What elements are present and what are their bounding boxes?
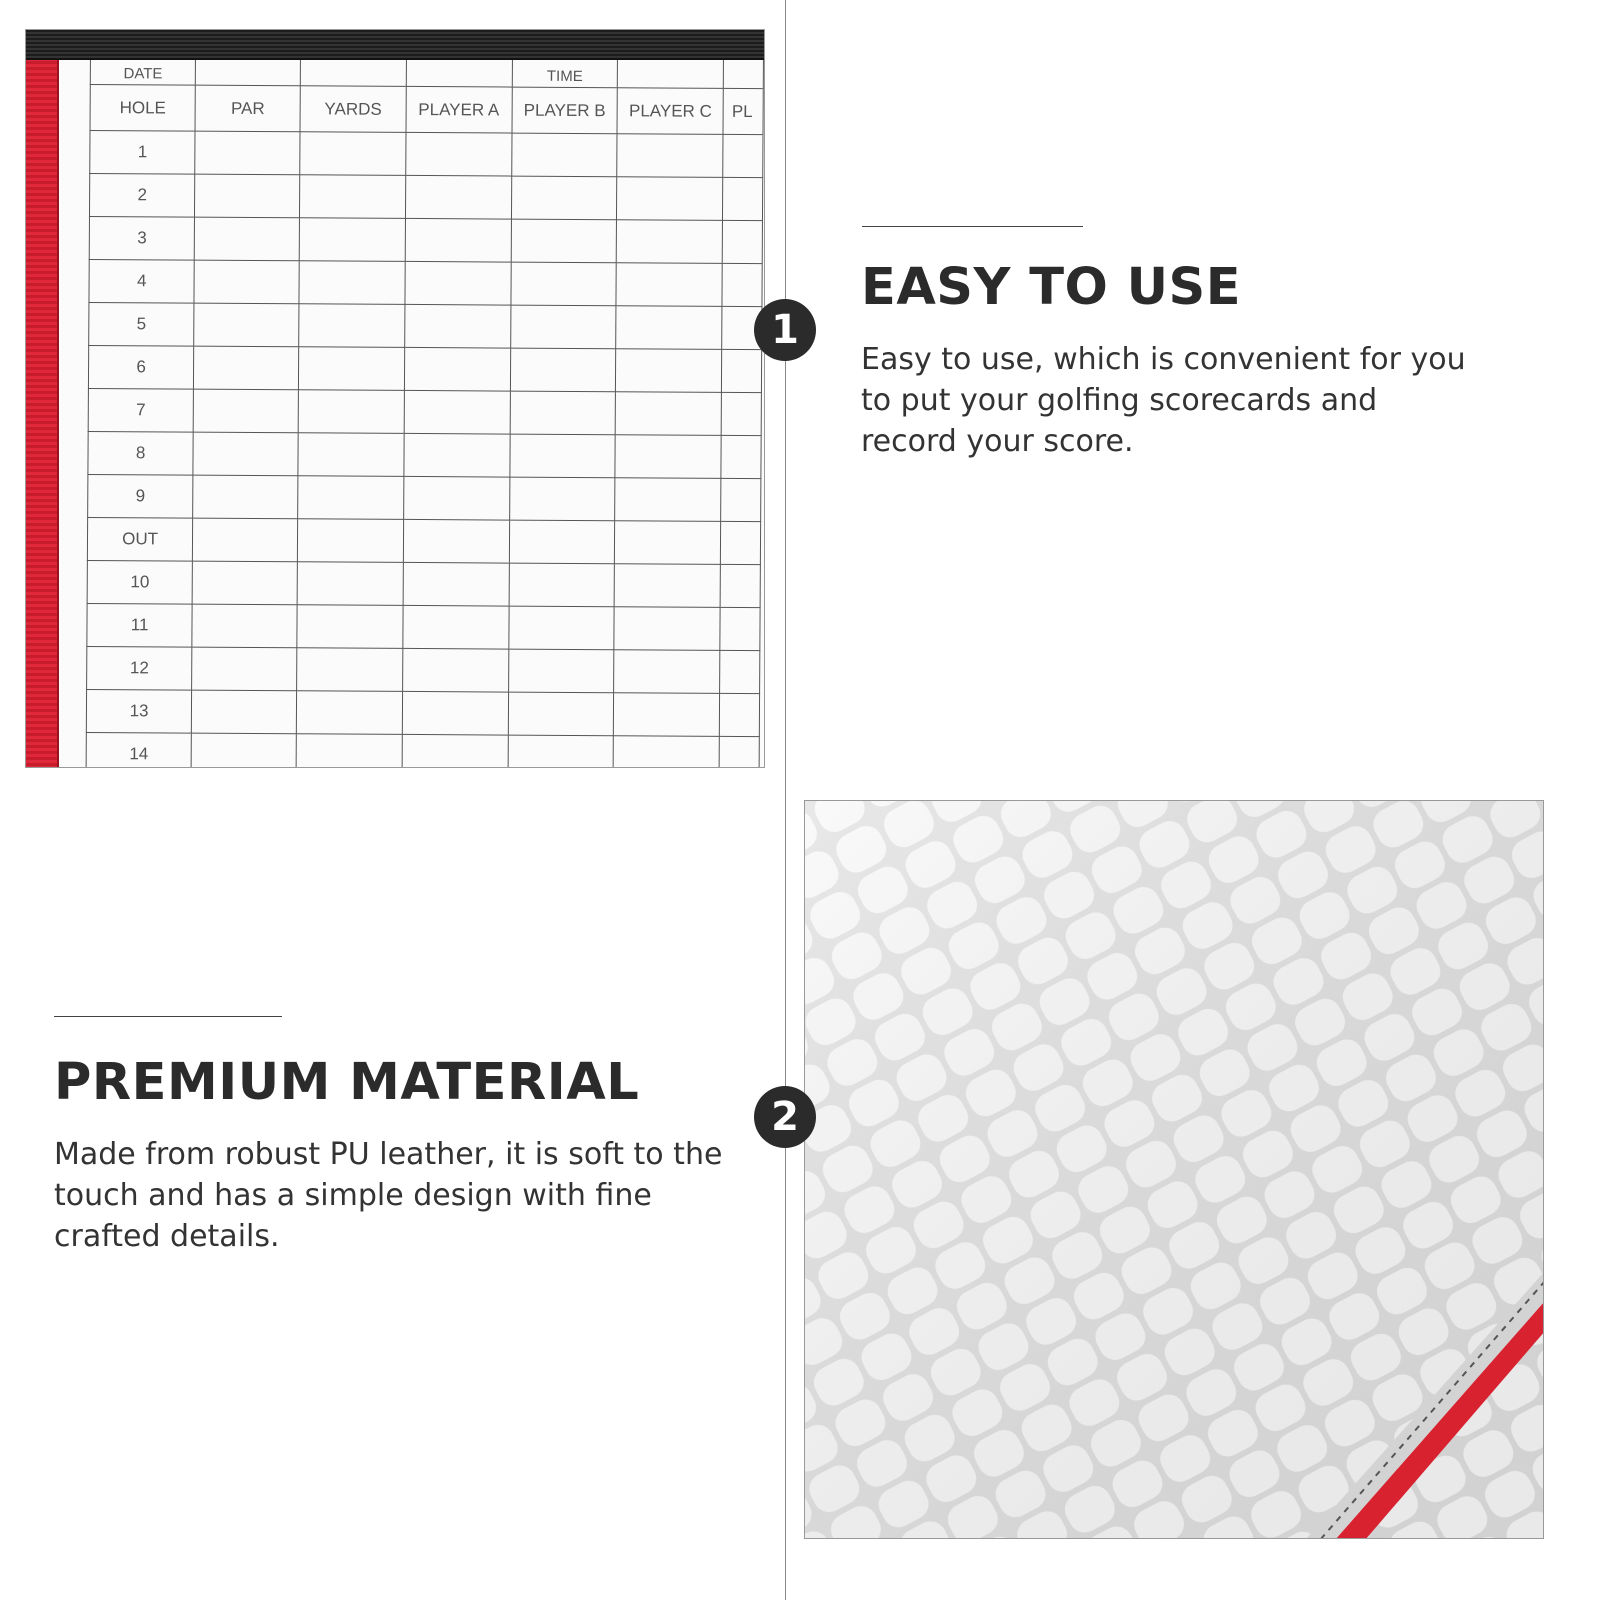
feature-text-premium-material: Made from robust PU leather, it is soft to the touch and has a simple design with fine crafted details. [54, 1137, 723, 1254]
table-row [88, 388, 761, 435]
step-badge-2: 2 [754, 1086, 816, 1148]
table-row-cell [298, 433, 404, 477]
table-row-cell [297, 648, 403, 692]
table-row [87, 646, 760, 693]
table-row-cell [296, 691, 402, 735]
table-row-cell: 11 [87, 603, 193, 647]
table-row-cell [402, 734, 508, 768]
table-row-cell [296, 734, 402, 768]
table-row-cell [195, 131, 300, 175]
croc-texture [805, 801, 1544, 1539]
table-row [89, 216, 762, 263]
table-row-cell [194, 346, 299, 390]
table-row-cell [192, 647, 297, 691]
table-row-cell [616, 349, 722, 393]
table-row-cell [614, 607, 720, 651]
table-row [87, 560, 760, 607]
table-row [89, 174, 762, 221]
table-row [88, 431, 761, 478]
leather-texture-photo [804, 800, 1544, 1539]
table-row-cell [617, 177, 723, 221]
table-row-cell: OUT [87, 517, 193, 561]
table-row-cell [405, 218, 511, 262]
table-row-cell: 8 [88, 431, 194, 475]
table-row-cell [300, 132, 406, 176]
table-row-cell [192, 604, 297, 648]
table-row-cell [719, 736, 759, 768]
table-row-cell [721, 478, 761, 521]
table-row [89, 302, 762, 349]
table-row-cell [402, 691, 508, 735]
table-row-cell [299, 304, 405, 348]
table-row [89, 259, 762, 306]
table-row [87, 517, 760, 564]
table-row-cell [300, 175, 406, 219]
feature-text-easy-to-use: Easy to use, which is convenient for you to put your golfing scorecards and record your score. [861, 342, 1466, 459]
table-row [86, 689, 759, 736]
table-row-cell [405, 261, 511, 305]
table-row-cell [404, 433, 510, 477]
table-row-cell [614, 693, 720, 737]
table-row-cell [297, 605, 403, 649]
table-row-cell: 7 [88, 388, 194, 432]
table-row-cell [722, 349, 762, 392]
table-row-cell [299, 261, 405, 305]
table-row-cell: 10 [87, 560, 193, 604]
table-row-cell [511, 133, 617, 177]
divider-rule [54, 1016, 282, 1017]
table-row [88, 345, 761, 392]
table-row-cell [193, 389, 298, 433]
table-top-row-cell: DATE [90, 51, 195, 86]
table-row-cell [508, 606, 614, 650]
table-row-cell [616, 392, 722, 436]
table-row-cell [617, 220, 723, 264]
table-row-cell [509, 520, 615, 564]
table-row-cell [508, 649, 614, 693]
table-row [88, 474, 761, 521]
table-row-cell [403, 519, 509, 563]
table-row [90, 131, 763, 178]
table-row-cell [722, 263, 762, 306]
table-row-cell [721, 435, 761, 478]
table-row-cell: 1 [90, 131, 196, 175]
table-row-cell [192, 561, 297, 605]
table-row-cell [723, 134, 763, 177]
table-row-cell [191, 733, 296, 768]
table-header-row-cell: PAR [195, 85, 300, 132]
table-row-cell [511, 176, 617, 220]
table-row-cell [613, 736, 719, 768]
table-header-row-cell: PLAYER B [512, 87, 618, 134]
table-row-cell [511, 262, 617, 306]
table-row [86, 732, 759, 768]
table-row-cell [617, 134, 723, 178]
table-row-cell [194, 303, 299, 347]
table-row-cell [403, 605, 509, 649]
table-row-cell [298, 390, 404, 434]
table-row-cell [721, 521, 761, 564]
scorecard-photo [25, 29, 765, 768]
table-row-cell [615, 478, 721, 522]
elastic-band [26, 30, 765, 60]
table-row-cell [194, 217, 299, 261]
table-row-cell: 12 [87, 646, 193, 690]
table-row-cell: 2 [89, 174, 195, 218]
table-row-cell: 14 [86, 732, 192, 768]
table-row-cell [402, 648, 508, 692]
table-row-cell [404, 304, 510, 348]
table-header-row-cell: YARDS [300, 86, 406, 133]
table-top-row-cell: TIME [512, 53, 618, 88]
table-row-cell [720, 607, 760, 650]
table-row-cell [509, 563, 615, 607]
table-header-row-cell: PLAYER A [406, 86, 512, 133]
table-row-cell [404, 390, 510, 434]
table-row-cell: 6 [88, 345, 194, 389]
table-row-cell [299, 218, 405, 262]
table-row-cell [614, 650, 720, 694]
table-row-cell [405, 175, 511, 219]
table-row-cell [616, 306, 722, 350]
table-row-cell [192, 690, 297, 734]
table-row-cell [720, 650, 760, 693]
divider-rule [862, 226, 1083, 227]
step-badge-1: 1 [754, 299, 816, 361]
table-row-cell [510, 391, 616, 435]
table-row-cell [298, 476, 404, 520]
table-row-cell [723, 177, 763, 220]
table-header-row-cell: PLAYER C [617, 88, 723, 135]
table-row-cell [509, 434, 615, 478]
table-row-cell [403, 476, 509, 520]
feature-title-premium-material: PREMIUM MATERIAL [54, 1053, 640, 1112]
red-binding-strip [26, 60, 59, 768]
feature-title-easy-to-use: EASY TO USE [861, 258, 1242, 317]
table-row-cell [615, 564, 721, 608]
table-row-cell [404, 347, 510, 391]
table-row-cell [405, 132, 511, 176]
table-row-cell [298, 519, 404, 563]
table-row-cell [193, 432, 298, 476]
table-row-cell [720, 564, 760, 607]
table-row-cell: 4 [89, 259, 195, 303]
table-row-cell [403, 562, 509, 606]
table-row-cell: 3 [89, 216, 195, 260]
table-row-cell [616, 263, 722, 307]
table-header-row-cell: PL [723, 88, 763, 134]
table-row-cell [722, 220, 762, 263]
table-row-cell [509, 477, 615, 521]
table-row-cell: 13 [86, 689, 192, 733]
table-row-cell: 9 [88, 474, 194, 518]
scorecard-table [86, 50, 764, 768]
table-row-cell [510, 348, 616, 392]
table-header-row-cell: HOLE [90, 85, 196, 132]
table-row-cell [193, 475, 298, 519]
table-row-cell [194, 260, 299, 304]
table-row-cell [297, 562, 403, 606]
center-divider [785, 0, 786, 1600]
table-row-cell [615, 435, 721, 479]
table-row-cell [195, 174, 300, 218]
table-row-cell: 5 [89, 302, 195, 346]
table-row-cell [508, 692, 614, 736]
table-row-cell [299, 347, 405, 391]
table-row [87, 603, 760, 650]
table-row-cell [615, 521, 721, 565]
table-row-cell [508, 735, 614, 768]
table-row-cell [193, 518, 298, 562]
table-row-cell [720, 693, 760, 736]
table-header-row [90, 85, 763, 135]
table-row-cell [721, 392, 761, 435]
table-row-cell [511, 219, 617, 263]
table-row-cell [510, 305, 616, 349]
